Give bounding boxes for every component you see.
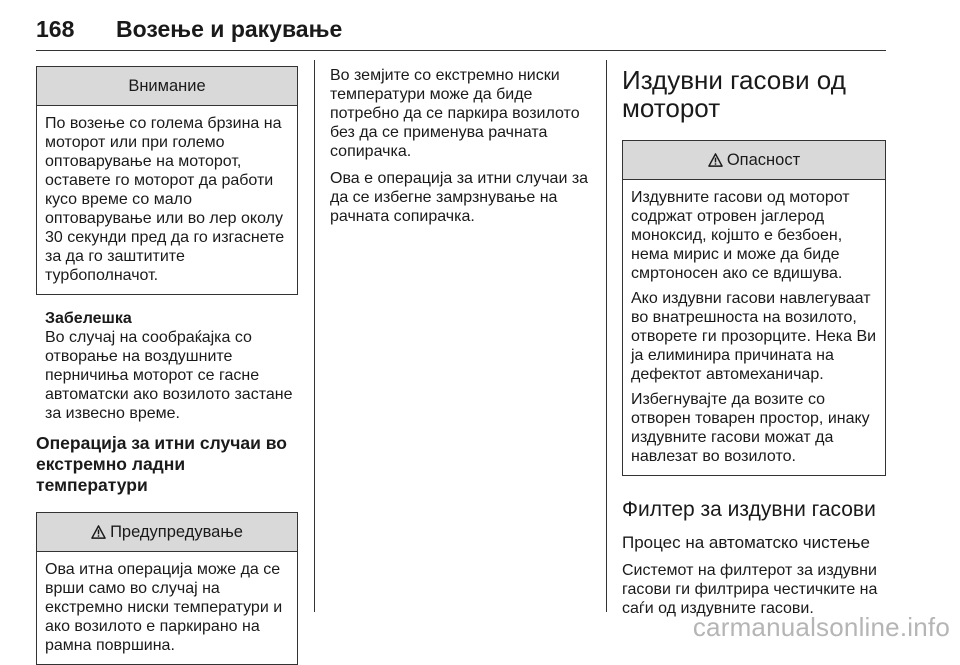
page-number: 168: [36, 16, 75, 42]
attention-title-text: Внимание: [128, 76, 206, 95]
page-header: [36, 6, 886, 51]
warning-title-text: Предупредување: [110, 522, 243, 541]
warning-title: [37, 513, 297, 552]
danger-title-text: Опасност: [726, 150, 801, 169]
paragraph: Ова е операција за итни случаи за да се избегне замрзнување на рачната сопирачка.: [330, 170, 589, 225]
subsection-heading-cleaning: Процес на автоматско чистење: [622, 533, 870, 552]
paragraph: Системот на филтерот за издувни гасови ги филтрира честичките на саѓи од издувните гасови.: [622, 562, 878, 617]
column-divider: [606, 60, 607, 612]
warning-box: [36, 512, 298, 665]
note-title: Забелешка: [45, 310, 132, 327]
column-middle: [330, 66, 592, 226]
section-heading-filter: Филтер за издувни гасови: [622, 498, 876, 521]
column-left: [36, 52, 298, 665]
danger-paragraph: Ако издувни гасови навлегуваат во внатрешноста на возилото, отворете ги прозорците. Нека Ви ја елиминира причината на дефектот автомеханичар.: [631, 290, 877, 383]
attention-box: [36, 66, 298, 295]
section-heading-exhaust: Издувни гасови од моторот: [622, 65, 846, 123]
attention-body: [37, 106, 297, 294]
danger-body: [623, 180, 885, 475]
danger-box: [622, 140, 886, 476]
paragraph: Во земјите со екстремно ниски температури може да биде потребно да се паркира возилото без да се применува рачната сопирачка.: [330, 67, 580, 160]
attention-text: По возење со голема брзина на моторот или при големо оптоварување на моторот, оставете го моторот да работи кусо време со мало оптоварување или во лер околу 30 секунди пред да го изгаснете за да го заштитите турбополначот.: [45, 115, 285, 284]
warning-text: Ова итна операција може да се врши само во случај на екстремно ниски температури и ако возилото е паркирано на рамна површина.: [45, 561, 283, 654]
note-block: [36, 309, 298, 423]
note-text: Во случај на сообраќајка со отворање на воздушните перничиња моторот се гасне автоматски ако возилото застане за извесно време.: [45, 329, 293, 422]
watermark: carmanualsonline.info: [692, 612, 950, 642]
column-right: [622, 52, 886, 618]
warning-triangle-icon: [708, 153, 723, 167]
danger-title: [623, 141, 885, 180]
danger-paragraph: Издувните гасови од моторот содржат отровен јаглерод моноксид, којшто е безбоен, нема мирис и може да биде смртоносен ако се вдишува.: [631, 189, 850, 282]
warning-triangle-icon: [91, 525, 106, 539]
warning-body: [37, 552, 297, 664]
danger-paragraph: Избегнувајте да возите со отворен товарен простор, инаку издувните гасови можат да навлезат во возилото.: [631, 391, 870, 465]
attention-title: [37, 67, 297, 106]
chapter-title: Возење и ракување: [116, 16, 343, 42]
column-divider: [314, 60, 315, 612]
section-heading-emergency: Операција за итни случаи во екстремно ладни температури: [36, 433, 287, 495]
